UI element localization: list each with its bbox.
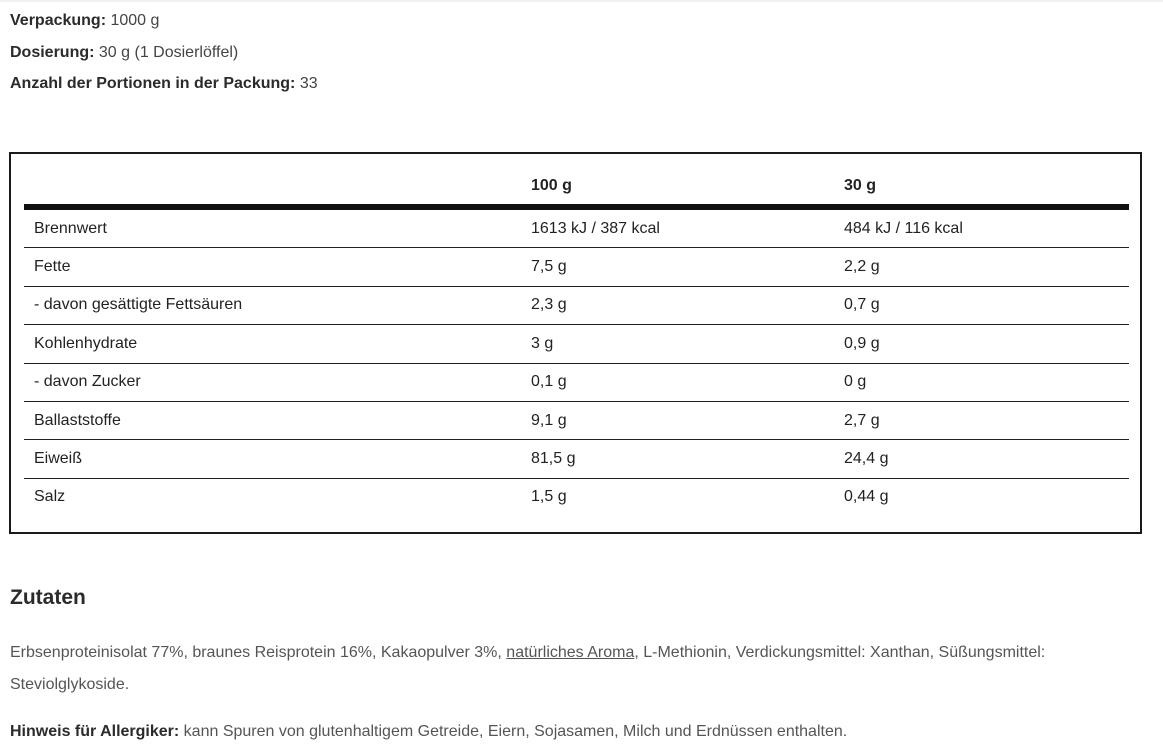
nutrient-name: Brennwert	[24, 207, 521, 248]
packaging-value: 1000 g	[110, 12, 160, 29]
value-per-30g: 0 g	[834, 363, 1129, 401]
table-row	[24, 440, 1129, 478]
nutrient-name: - davon Zucker	[24, 363, 521, 401]
header-nutrient	[24, 168, 521, 207]
ingredients-text-end: , L-Methionin, Verdickungsmittel: Xanthan, Süßungsmittel: Steviolglykoside.	[10, 644, 1046, 693]
allergy-label: Hinweis für Allergiker:	[10, 723, 180, 740]
value-per-100g: 81,5 g	[521, 440, 834, 478]
portions-value: 33	[299, 75, 318, 92]
portions-label: Anzahl der Portionen in der Packung:	[10, 75, 296, 92]
value-per-100g: 1613 kJ / 387 kcal	[521, 207, 834, 248]
table-row	[24, 363, 1129, 401]
dosage-value: 30 g (1 Dosierlöffel)	[98, 44, 239, 61]
nutrient-name: Salz	[34, 488, 66, 506]
value-per-100g: 7,5 g	[521, 248, 834, 286]
header-per-30g: 30 g	[834, 168, 1129, 207]
table-row	[24, 207, 1129, 248]
natural-flavor-link[interactable]: natürliches Aroma	[506, 644, 635, 661]
value-per-30g: 2,2 g	[834, 248, 1129, 286]
table-row	[24, 325, 1129, 363]
top-divider	[0, 0, 1163, 2]
nutrient-name: - davon gesättigte Fettsäuren	[24, 286, 521, 324]
value-per-100g: 1,5 g	[531, 488, 567, 506]
value-per-30g: 0,7 g	[834, 286, 1129, 324]
nutrient-name: Ballaststoffe	[24, 401, 521, 439]
value-per-30g: 484 kJ / 116 kcal	[834, 207, 1129, 248]
nutrient-name: Eiweiß	[24, 440, 521, 478]
ingredients-text-start: Erbsenproteinisolat 77%, braunes Reisprotein 16%, Kakaopulver 3%,	[10, 644, 507, 661]
nutrient-name: Kohlenhydrate	[24, 325, 521, 363]
allergy-text: kann Spuren von glutenhaltigem Getreide, Eiern, Sojasamen, Milch und Erdnüssen enthalten.	[179, 723, 848, 740]
packaging-line	[10, 11, 159, 31]
value-per-100g: 2,3 g	[521, 286, 834, 324]
table-row	[24, 401, 1129, 439]
dosage-line	[10, 43, 238, 63]
table-row	[24, 478, 1129, 516]
dosage-label: Dosierung:	[10, 44, 95, 61]
header-per-100g: 100 g	[521, 168, 834, 207]
value-per-100g: 0,1 g	[521, 363, 834, 401]
ingredients-text	[10, 637, 1110, 701]
value-per-30g: 24,4 g	[834, 440, 1129, 478]
packaging-label: Verpackung:	[10, 12, 107, 29]
value-per-100g: 3 g	[521, 325, 834, 363]
value-per-30g: 2,7 g	[834, 401, 1129, 439]
ingredients-title: Zutaten	[10, 586, 86, 609]
value-per-30g: 0,9 g	[834, 325, 1129, 363]
table-row	[24, 286, 1129, 324]
nutrient-name: Fette	[24, 248, 521, 286]
value-per-30g: 0,44 g	[844, 488, 889, 506]
portions-line	[10, 74, 318, 94]
nutrition-table	[24, 168, 1129, 516]
nutrition-header-row	[24, 168, 1129, 207]
value-per-100g: 9,1 g	[521, 401, 834, 439]
table-row	[24, 248, 1129, 286]
allergy-note	[10, 722, 847, 742]
nutrition-table-frame	[9, 152, 1142, 534]
